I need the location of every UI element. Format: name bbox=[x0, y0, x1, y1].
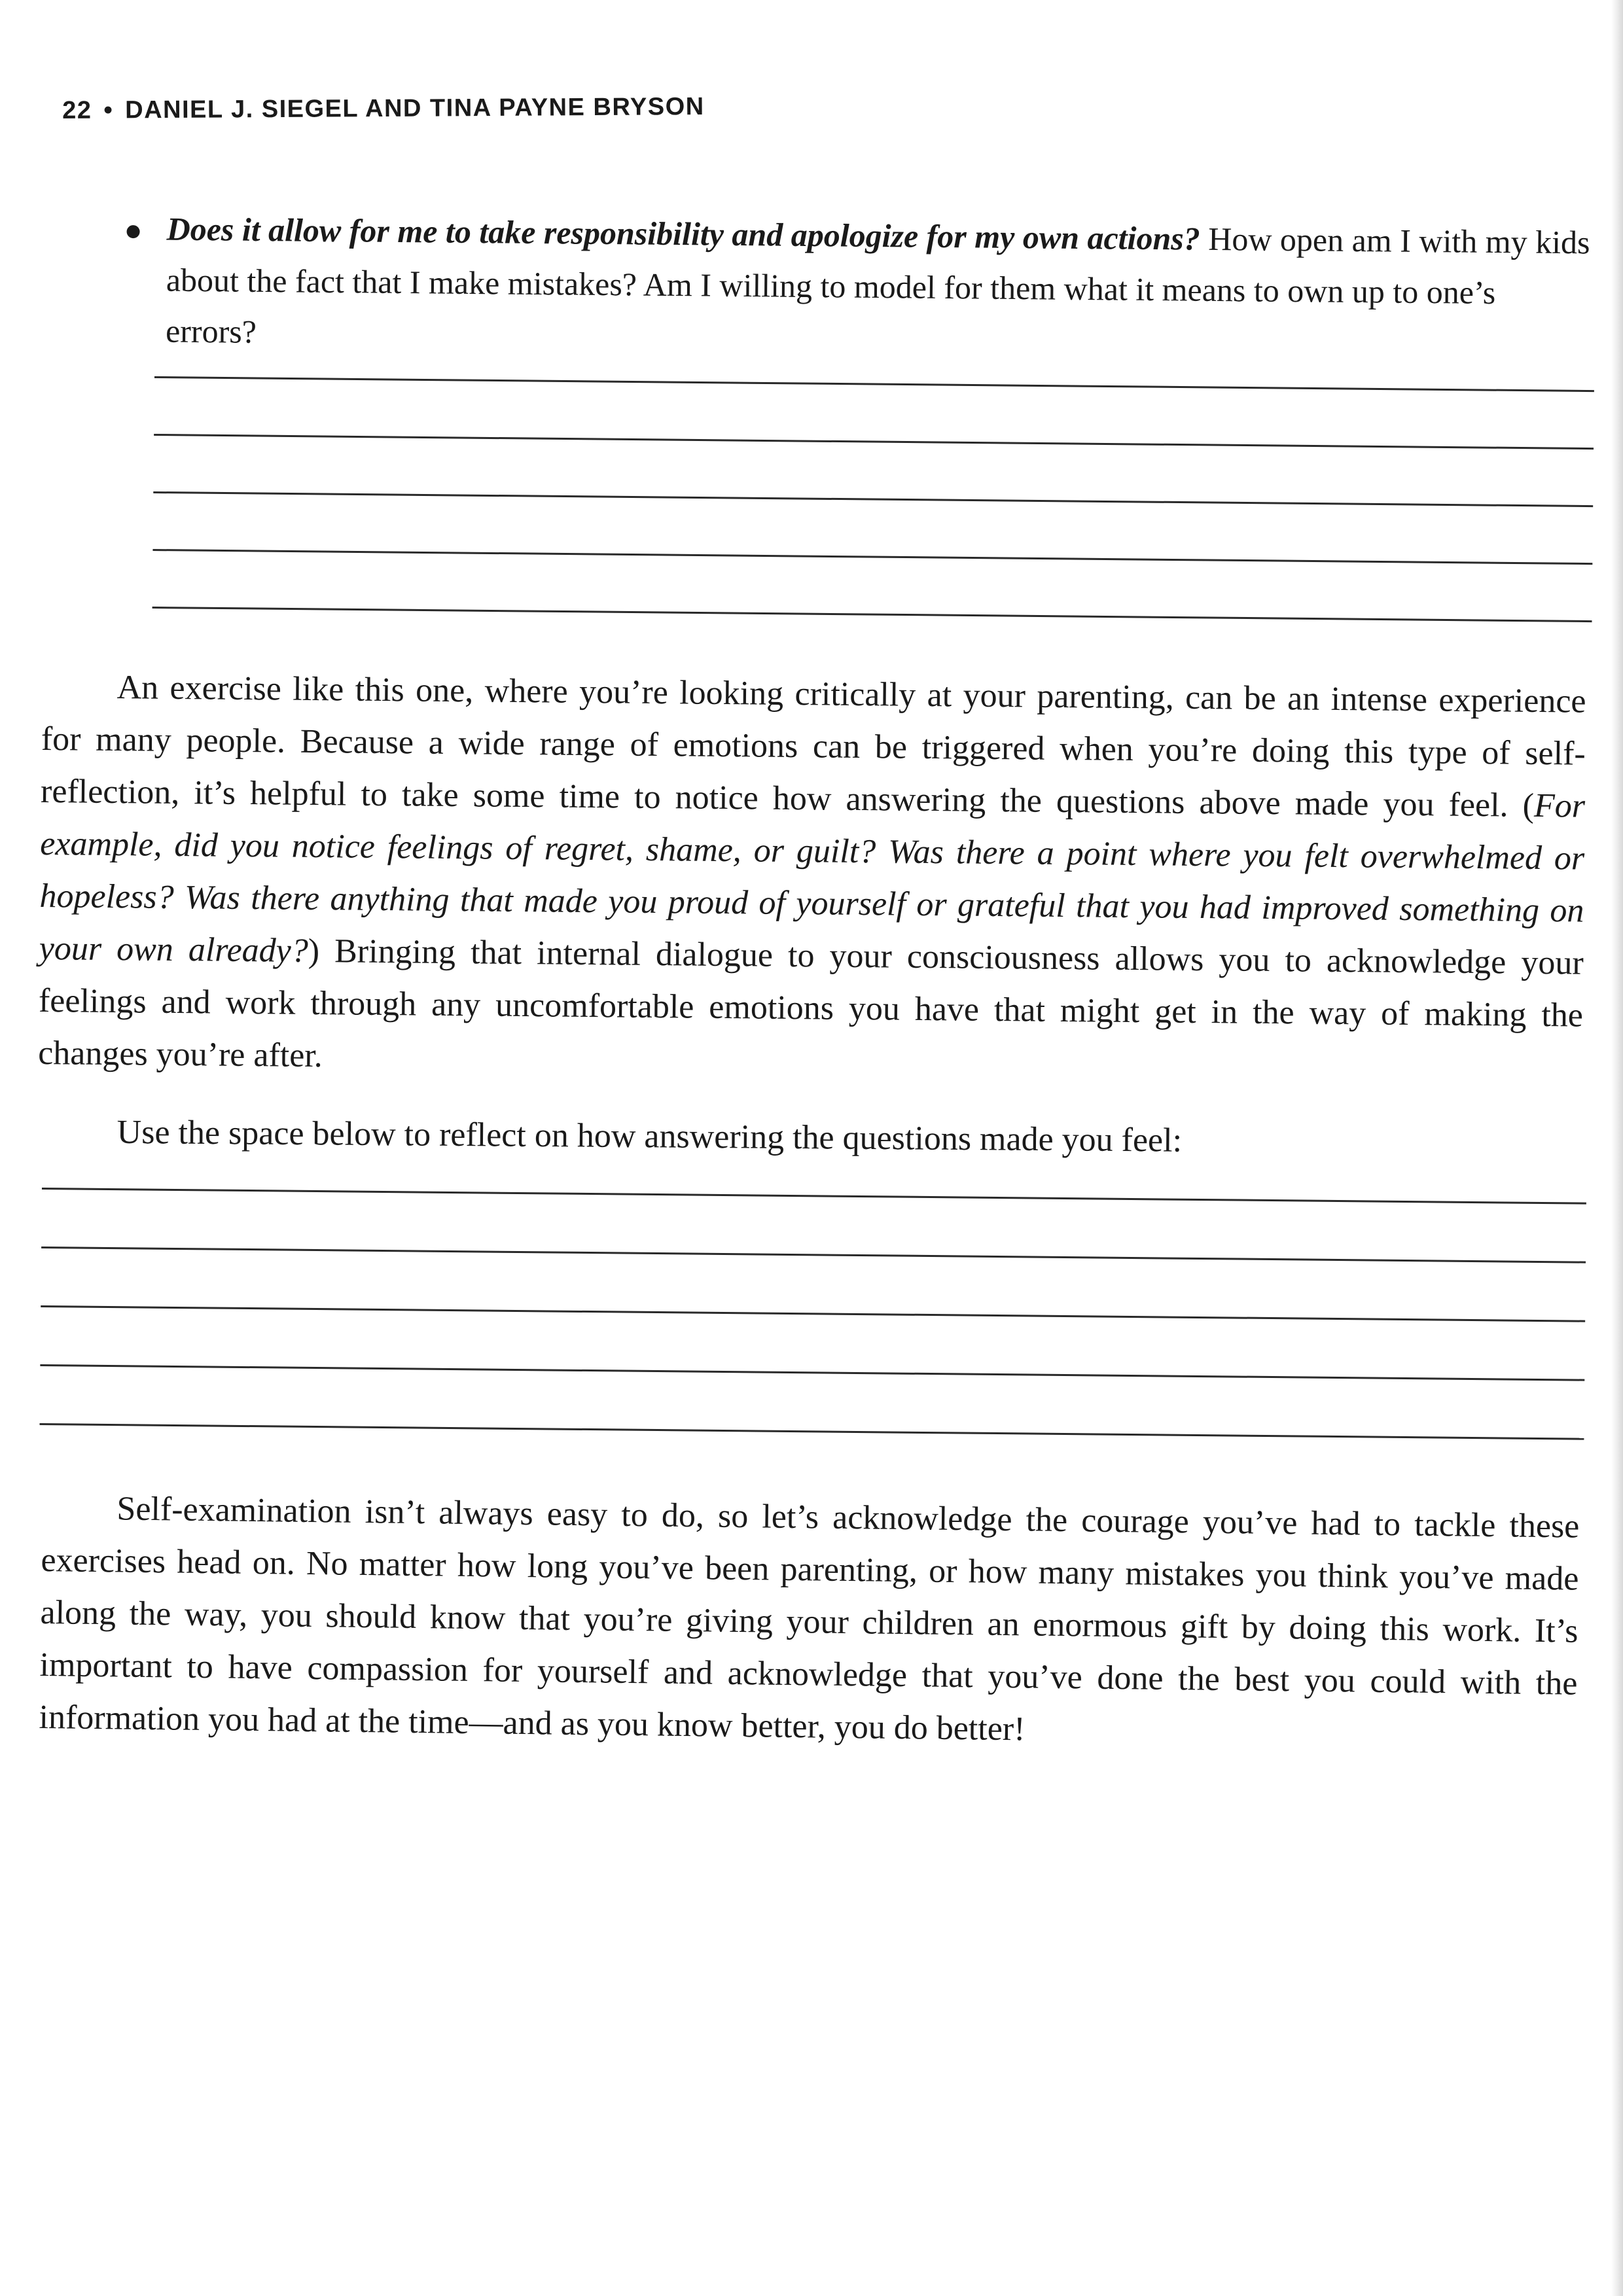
reflection-question-bullet bbox=[128, 203, 1597, 350]
writing-line[interactable] bbox=[152, 607, 1592, 622]
paragraph-example: For example, did you notice feelings of regret, shame, or guilt? Was there a point where you felt overwhelmed or hopeless? Was there anything that made you proud of yourself or grateful that you had improved something on your own already? bbox=[39, 786, 1586, 970]
paragraph-prompt bbox=[41, 1106, 1586, 1171]
writing-line[interactable] bbox=[42, 1188, 1586, 1205]
paragraph-emotions bbox=[38, 661, 1586, 1095]
paragraph-outro: ) Bringing that internal dialogue to your consciousness allows you to acknowledge your feelings and work through any uncomfortable emotions you have that might get in the way of making the changes you’re after. bbox=[37, 932, 1584, 1075]
writing-line[interactable] bbox=[152, 549, 1592, 565]
writing-line[interactable] bbox=[154, 376, 1594, 392]
writing-lines-reflection bbox=[42, 1188, 1586, 1203]
closing-paragraph: Self-examination isn’t always easy to do, so let’s acknowledge the courage you’ve had to tackle these exercises head on. No matter how long you’ve been parenting, or how many mistakes you think you’ve made along the way, you should know that you’re giving your children an enormous gift by doing this work. It’s important to have compassion for yourself and acknowledge that you’ve done the best you could with the information you had at the time—and as you know better, you do better! bbox=[39, 1490, 1580, 1748]
writing-line[interactable] bbox=[153, 491, 1593, 507]
running-header bbox=[62, 93, 705, 125]
bullet-body: How open am I with my kids about the fact that I make mistakes? Am I willing to model for them what it means to own up to one’s errors? bbox=[165, 220, 1590, 350]
bullet-question: Does it allow for me to take responsibility and apologize for my own actions? bbox=[166, 210, 1201, 257]
bullet-text bbox=[166, 203, 1594, 370]
writing-line[interactable] bbox=[40, 1423, 1584, 1440]
writing-line[interactable] bbox=[154, 434, 1594, 450]
paragraph-self-examination bbox=[39, 1482, 1580, 1763]
reflection-prompt: Use the space below to reflect on how answering the questions made you feel: bbox=[116, 1113, 1183, 1159]
page-number: 22 bbox=[62, 96, 92, 124]
writing-line[interactable] bbox=[41, 1305, 1585, 1322]
writing-lines-question bbox=[154, 376, 1594, 390]
writing-line[interactable] bbox=[41, 1246, 1586, 1263]
bullet-point-icon bbox=[126, 225, 139, 238]
paragraph-intro: An exercise like this one, where you’re looking critically at your parenting, can be an intense experience for many people. Because a wide range of emotions can be triggered when you’re doing this type of self-reflection, it’s helpful to take some time to notice how answering the questions above made you feel. ( bbox=[40, 669, 1586, 824]
header-authors: DANIEL J. SIEGEL AND TINA PAYNE BRYSON bbox=[125, 93, 705, 124]
writing-line[interactable] bbox=[40, 1364, 1584, 1381]
header-separator: • bbox=[103, 96, 114, 124]
scan-edge-shadow bbox=[1611, 0, 1623, 2296]
